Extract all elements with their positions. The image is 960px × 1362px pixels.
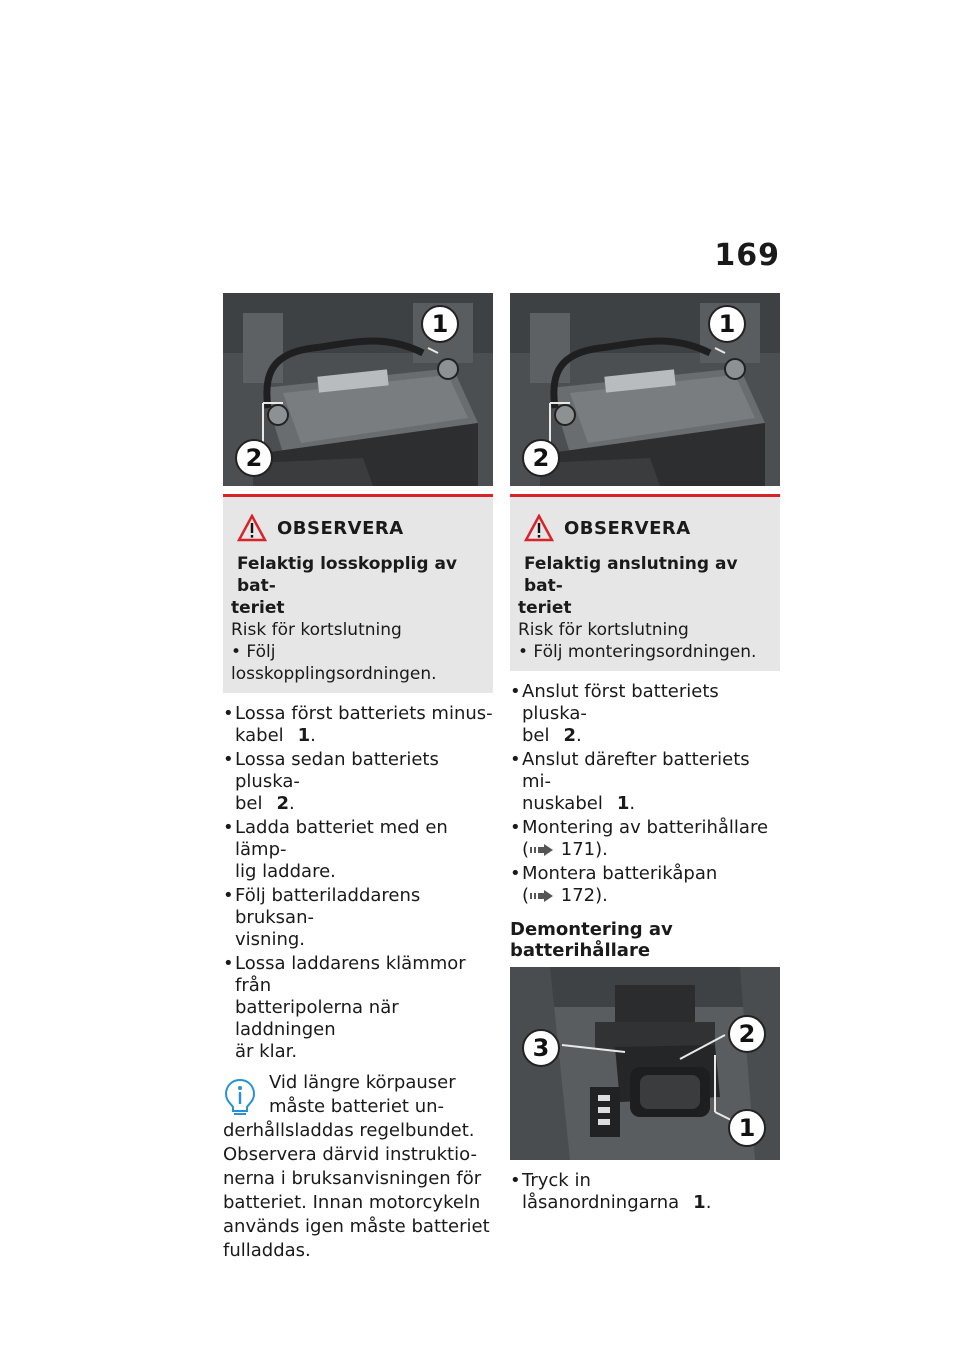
step-text: kabel [235,725,284,746]
step-suffix: . [629,793,636,814]
warning-header [518,511,772,545]
step-text: • Montering av batterihållare [522,817,769,838]
page-ref[interactable]: 172). [560,885,608,906]
warning-box [510,494,780,671]
info-text: Observera därvid instruktio- [223,1144,477,1165]
step-text: bel [522,725,550,746]
removal-steps [510,1170,780,1214]
callout-1: 1 [421,305,459,343]
step-text: • Lossa laddarens klämmor från [235,953,466,996]
warning-subject-line2: teriet [518,598,572,618]
step-text: • Anslut därefter batteriets mi- [522,749,750,792]
step-text: bel [235,793,263,814]
warning-label: OBSERVERA [277,517,404,539]
step-text: ( [522,839,530,860]
step-text: • Lossa först batteriets minus- [235,703,493,724]
info-text: Vid längre körpauser [269,1072,456,1093]
warning-triangle-icon [524,514,554,542]
callout-2: 2 [235,439,273,477]
left-column [223,293,493,1263]
info-text: derhållsladdas regelbundet. [223,1120,475,1141]
list-item [510,1170,780,1214]
disconnect-steps [223,703,493,1063]
step-text: • Lossa sedan batteriets pluska- [235,749,439,792]
step-text: batteripolerna när laddningen [235,997,399,1040]
page-ref-arrow-icon[interactable] [529,889,555,903]
step-text: • Montera batterikåpan [522,863,718,884]
warning-measure: • Följ losskopplingsordningen. [231,642,437,684]
step-suffix: . [310,725,316,746]
list-item [223,749,493,815]
warning-subject [231,553,485,619]
list-item [223,953,493,1063]
list-item [223,817,493,883]
warning-triangle-icon [237,514,267,542]
step-ref: 1 [297,725,311,746]
warning-header [231,511,485,545]
list-item [510,681,780,747]
battery-holder-photo [510,967,780,1160]
step-ref: 1 [693,1192,706,1213]
step-text: visning. [235,929,305,950]
section-heading: Demontering av batterihållare [510,919,673,961]
warning-label: OBSERVERA [564,517,691,539]
battery-photo-disconnect [223,293,493,486]
callout-2: 2 [728,1015,766,1053]
callout-3: 3 [522,1029,560,1067]
step-suffix: . [289,793,295,814]
battery-photo-connect [510,293,780,486]
warning-measure: • Följ monteringsordningen. [518,642,757,662]
info-note [223,1071,493,1263]
step-text: • Följ batteriladdarens bruksan- [235,885,421,928]
step-text: är klar. [235,1041,298,1062]
right-column [510,293,780,1216]
list-item [510,863,780,907]
warning-subject-line1: Felaktig anslutning av bat- [524,554,738,596]
info-text: nerna i bruksanvisningen för [223,1168,482,1189]
page-ref[interactable]: 171). [560,839,608,860]
warning-risk: Risk för kortslutning [231,620,402,640]
step-ref: 2 [563,725,577,746]
info-text: används igen måste batteriet [223,1216,490,1237]
warning-risk: Risk för kortslutning [518,620,689,640]
list-item [510,749,780,815]
list-item [510,817,780,861]
info-text: batteriet. Innan motorcykeln [223,1192,481,1213]
info-text: fulladdas. [223,1240,311,1261]
page-number: 169 [714,238,780,273]
warning-subject-line1: Felaktig losskopplig av bat- [237,554,458,596]
connect-steps [510,681,780,907]
info-bulb-icon [223,1077,257,1117]
page-ref-arrow-icon[interactable] [529,843,555,857]
warning-subject-line2: teriet [231,598,285,618]
step-suffix: . [705,1192,712,1213]
callout-1: 1 [708,305,746,343]
step-text: lig laddare. [235,861,336,882]
step-ref: 2 [276,793,290,814]
list-item [223,703,493,747]
step-text: Tryck in låsanordningarna [522,1170,680,1213]
callout-2: 2 [522,439,560,477]
warning-box [223,494,493,693]
step-text: • Anslut först batteriets pluska- [522,681,719,724]
step-suffix: . [576,725,582,746]
warning-subject [518,553,772,619]
list-item [223,885,493,951]
step-ref: 1 [616,793,630,814]
info-text: måste batteriet un- [269,1096,445,1117]
step-text: ( [522,885,530,906]
step-text: nuskabel [522,793,603,814]
step-text: • Ladda batteriet med en lämp- [235,817,448,860]
callout-1: 1 [728,1109,766,1147]
